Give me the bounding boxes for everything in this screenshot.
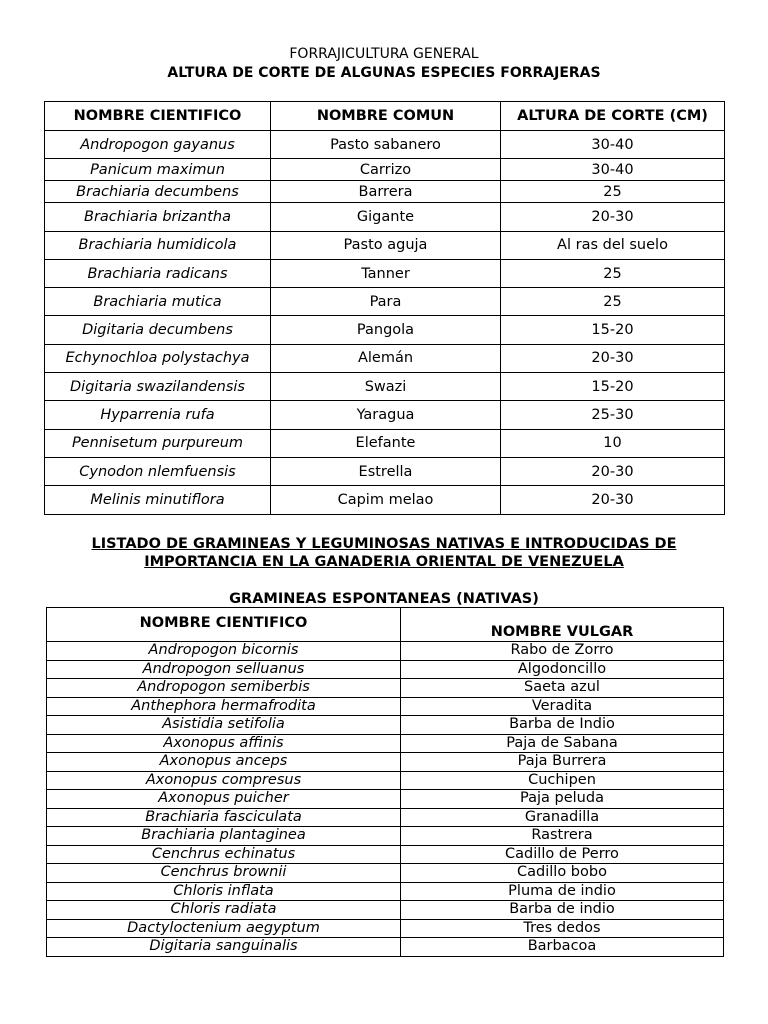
table-row <box>45 344 725 372</box>
table-row <box>45 429 725 457</box>
cut-height-cell: 25 <box>501 259 725 287</box>
vulgar-name-cell: Paja peluda <box>401 790 724 809</box>
scientific-name-cell: Anthephora hermafrodita <box>47 697 401 716</box>
cut-height-cell: 30-40 <box>501 131 725 159</box>
table-row <box>47 753 724 772</box>
table-row <box>45 259 725 287</box>
scientific-name-cell: Cenchrus echinatus <box>47 845 401 864</box>
cut-height-cell: Al ras del suelo <box>501 231 725 259</box>
vulgar-name-cell: Cadillo bobo <box>401 864 724 883</box>
scientific-name-cell: Brachiaria mutica <box>45 288 271 316</box>
table-row <box>45 203 725 231</box>
table-row <box>45 131 725 159</box>
table-row <box>47 660 724 679</box>
cut-height-cell: 15-20 <box>501 316 725 344</box>
scientific-name-cell: Cenchrus brownii <box>47 864 401 883</box>
table-header-row <box>47 608 724 642</box>
column-header: NOMBRE CIENTIFICO <box>47 608 401 642</box>
table-row <box>45 288 725 316</box>
scientific-name-cell: Pennisetum purpureum <box>45 429 271 457</box>
table-row <box>47 938 724 957</box>
common-name-cell: Carrizo <box>271 159 501 181</box>
scientific-name-cell: Brachiaria humidicola <box>45 231 271 259</box>
table-row <box>45 373 725 401</box>
cut-height-cell: 25 <box>501 181 725 203</box>
scientific-name-cell: Brachiaria decumbens <box>45 181 271 203</box>
vulgar-name-cell: Rastrera <box>401 827 724 846</box>
scientific-name-cell: Echynochloa polystachya <box>45 344 271 372</box>
scientific-name-cell: Chloris radiata <box>47 901 401 920</box>
native-grasses-table <box>46 607 724 957</box>
table-row <box>47 771 724 790</box>
table-row <box>47 882 724 901</box>
table-row <box>47 642 724 661</box>
cut-height-cell: 25-30 <box>501 401 725 429</box>
scientific-name-cell: Panicum maximun <box>45 159 271 181</box>
scientific-name-cell: Melinis minutiflora <box>45 486 271 514</box>
cut-height-cell: 20-30 <box>501 344 725 372</box>
column-header: NOMBRE COMUN <box>271 102 501 131</box>
page-title: ALTURA DE CORTE DE ALGUNAS ESPECIES FORRAJERAS <box>167 65 601 81</box>
scientific-name-cell: Andropogon gayanus <box>45 131 271 159</box>
table-row <box>47 790 724 809</box>
scientific-name-cell: Digitaria sanguinalis <box>47 938 401 957</box>
common-name-cell: Gigante <box>271 203 501 231</box>
table-row <box>47 901 724 920</box>
cut-height-cell: 25 <box>501 288 725 316</box>
vulgar-name-cell: Cuchipen <box>401 771 724 790</box>
table-row <box>47 734 724 753</box>
table-row <box>45 316 725 344</box>
scientific-name-cell: Brachiaria fasciculata <box>47 808 401 827</box>
table-row <box>45 486 725 514</box>
common-name-cell: Para <box>271 288 501 316</box>
scientific-name-cell: Cynodon nlemfuensis <box>45 457 271 485</box>
vulgar-name-cell: Rabo de Zorro <box>401 642 724 661</box>
table-header-row <box>45 102 725 131</box>
scientific-name-cell: Axonopus affinis <box>47 734 401 753</box>
cut-height-cell: 15-20 <box>501 373 725 401</box>
table-row <box>45 231 725 259</box>
scientific-name-cell: Brachiaria radicans <box>45 259 271 287</box>
cut-height-cell: 30-40 <box>501 159 725 181</box>
table-row <box>47 716 724 735</box>
common-name-cell: Barrera <box>271 181 501 203</box>
cut-height-cell: 10 <box>501 429 725 457</box>
scientific-name-cell: Andropogon bicornis <box>47 642 401 661</box>
table-row <box>45 457 725 485</box>
scientific-name-cell: Andropogon semiberbis <box>47 679 401 698</box>
scientific-name-cell: Asistidia setifolia <box>47 716 401 735</box>
vulgar-name-cell: Paja de Sabana <box>401 734 724 753</box>
common-name-cell: Capim melao <box>271 486 501 514</box>
vulgar-name-cell: Paja Burrera <box>401 753 724 772</box>
vulgar-name-cell: Veradita <box>401 697 724 716</box>
common-name-cell: Elefante <box>271 429 501 457</box>
list-title <box>0 535 768 571</box>
table-row <box>47 808 724 827</box>
common-name-cell: Alemán <box>271 344 501 372</box>
column-header: NOMBRE CIENTIFICO <box>45 102 271 131</box>
scientific-name-cell: Axonopus puicher <box>47 790 401 809</box>
common-name-cell: Swazi <box>271 373 501 401</box>
scientific-name-cell: Axonopus compresus <box>47 771 401 790</box>
cut-height-cell: 20-30 <box>501 203 725 231</box>
common-name-cell: Estrella <box>271 457 501 485</box>
scientific-name-cell: Brachiaria brizantha <box>45 203 271 231</box>
common-name-cell: Tanner <box>271 259 501 287</box>
vulgar-name-cell: Tres dedos <box>401 919 724 938</box>
table-row <box>47 827 724 846</box>
column-header: NOMBRE VULGAR <box>401 608 724 642</box>
table-row <box>47 919 724 938</box>
cut-height-table <box>44 101 725 515</box>
column-header: ALTURA DE CORTE (CM) <box>501 102 725 131</box>
cut-height-cell: 20-30 <box>501 486 725 514</box>
table-row <box>45 181 725 203</box>
scientific-name-cell: Digitaria decumbens <box>45 316 271 344</box>
vulgar-name-cell: Cadillo de Perro <box>401 845 724 864</box>
scientific-name-cell: Digitaria swazilandensis <box>45 373 271 401</box>
common-name-cell: Yaragua <box>271 401 501 429</box>
course-title: FORRAJICULTURA GENERAL <box>289 46 479 62</box>
table-row <box>47 864 724 883</box>
scientific-name-cell: Brachiaria plantaginea <box>47 827 401 846</box>
vulgar-name-cell: Saeta azul <box>401 679 724 698</box>
table-row <box>45 159 725 181</box>
vulgar-name-cell: Algodoncillo <box>401 660 724 679</box>
vulgar-name-cell: Granadilla <box>401 808 724 827</box>
scientific-name-cell: Axonopus anceps <box>47 753 401 772</box>
table-row <box>45 401 725 429</box>
scientific-name-cell: Dactyloctenium aegyptum <box>47 919 401 938</box>
scientific-name-cell: Hyparrenia rufa <box>45 401 271 429</box>
vulgar-name-cell: Barba de indio <box>401 901 724 920</box>
cut-height-cell: 20-30 <box>501 457 725 485</box>
vulgar-name-cell: Barba de Indio <box>401 716 724 735</box>
vulgar-name-cell: Barbacoa <box>401 938 724 957</box>
table-row <box>47 845 724 864</box>
vulgar-name-cell: Pluma de indio <box>401 882 724 901</box>
table-row <box>47 679 724 698</box>
common-name-cell: Pasto sabanero <box>271 131 501 159</box>
native-table-caption: GRAMINEAS ESPONTANEAS (NATIVAS) <box>229 591 539 607</box>
table-row <box>47 697 724 716</box>
scientific-name-cell: Andropogon selluanus <box>47 660 401 679</box>
common-name-cell: Pangola <box>271 316 501 344</box>
scientific-name-cell: Chloris inflata <box>47 882 401 901</box>
list-title-line: IMPORTANCIA EN LA GANADERIA ORIENTAL DE VENEZUELA <box>144 554 624 570</box>
common-name-cell: Pasto aguja <box>271 231 501 259</box>
list-title-line: LISTADO DE GRAMINEAS Y LEGUMINOSAS NATIVAS E INTRODUCIDAS DE <box>91 536 677 552</box>
